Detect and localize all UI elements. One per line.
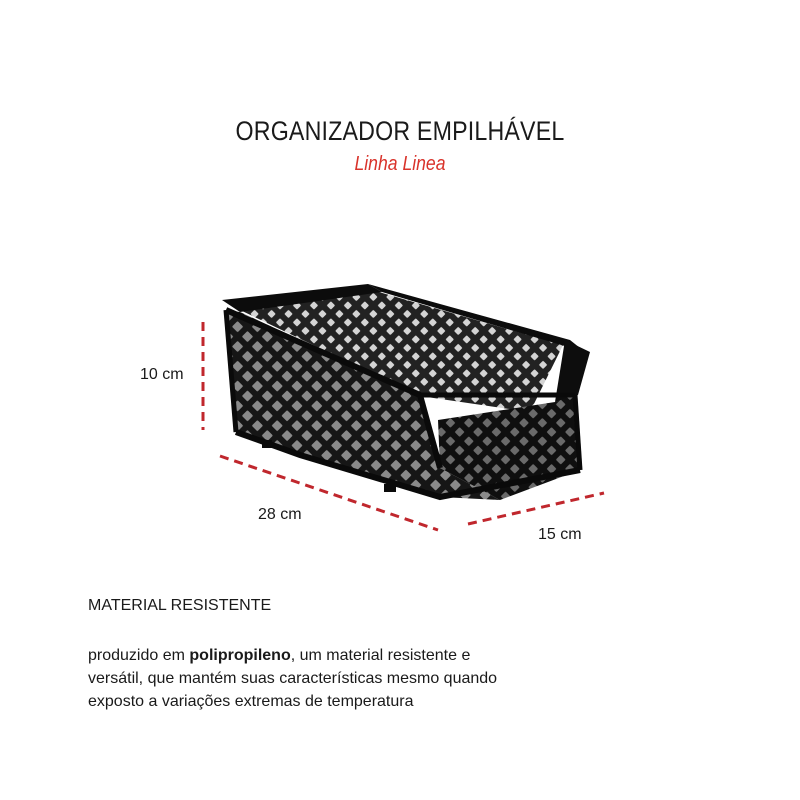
length-label: 28 cm bbox=[258, 506, 302, 523]
description-line-2: versátil, que mantém suas características mesmo quando bbox=[88, 670, 498, 687]
description-text: , um material resistente e bbox=[290, 647, 471, 664]
description-line-1 bbox=[88, 644, 528, 667]
description-text: produzido em bbox=[88, 647, 190, 664]
material-name: polipropileno bbox=[189, 647, 291, 664]
product-subtitle: Linha Linea bbox=[354, 153, 446, 175]
product-title: ORGANIZADOR EMPILHÁVEL bbox=[235, 116, 565, 146]
basket-image bbox=[222, 284, 590, 500]
height-label: 10 cm bbox=[140, 366, 184, 383]
material-description bbox=[88, 644, 528, 713]
description-line-3: exposto a variações extremas de temperatura bbox=[88, 693, 414, 710]
material-heading: MATERIAL RESISTENTE bbox=[88, 597, 272, 614]
width-label: 15 cm bbox=[538, 526, 582, 543]
